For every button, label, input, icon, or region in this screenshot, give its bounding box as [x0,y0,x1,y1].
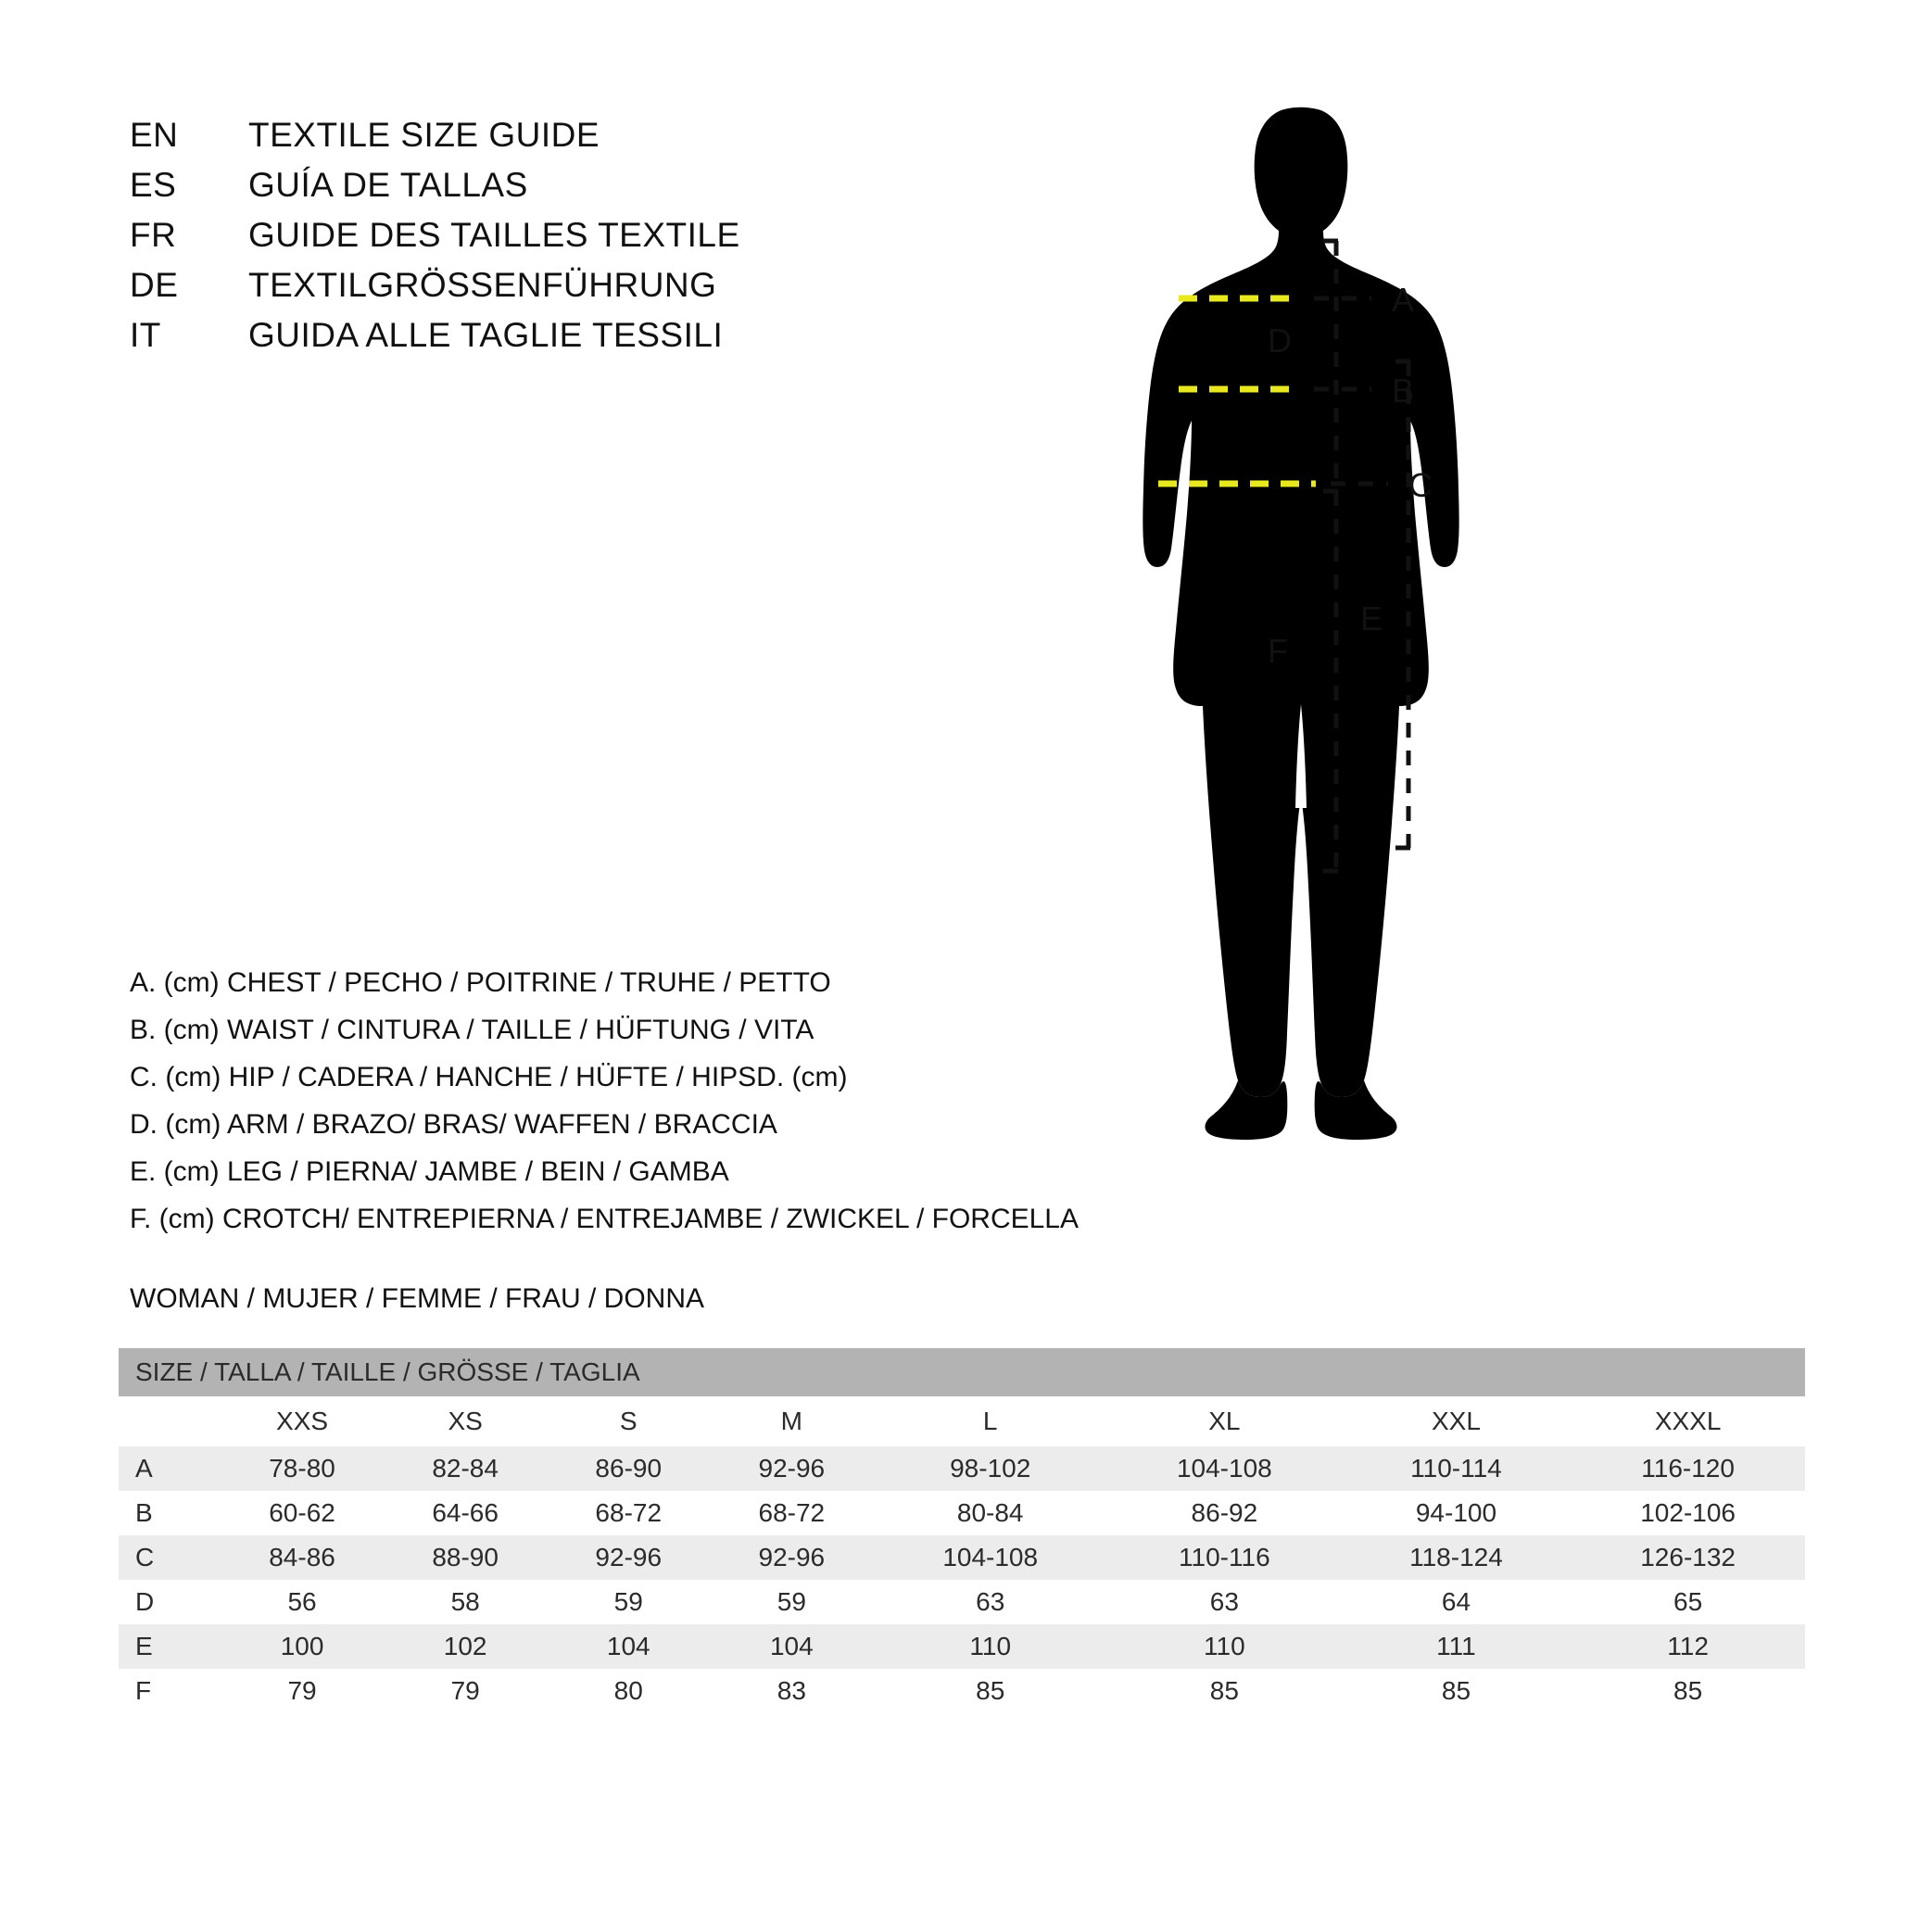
legend-line-b: B. (cm) WAIST / CINTURA / TAILLE / HÜFTUNG / VITA [130,1015,814,1045]
cell-d-l: 63 [873,1580,1107,1624]
cell-d-s: 59 [547,1580,710,1624]
legend-line-f: F. (cm) CROTCH/ ENTREPIERNA / ENTREJAMBE / ZWICKEL / FORCELLA [130,1204,1079,1234]
legend-line-c: C. (cm) HIP / CADERA / HANCHE / HÜFTE / HIPSD. (cm) [130,1062,848,1092]
cell-a-xs: 82-84 [384,1446,547,1491]
table-header-label: SIZE / TALLA / TAILLE / GRÖSSE / TAGLIA [119,1348,1805,1396]
size-col-1: XS [384,1396,547,1446]
cell-b-xxl: 94-100 [1342,1491,1572,1535]
cell-d-m: 59 [710,1580,873,1624]
title-text-fr: GUIDE DES TAILLES TEXTILE [248,216,740,254]
legend-line-e: E. (cm) LEG / PIERNA/ JAMBE / BEIN / GAMBA [130,1156,729,1187]
size-col-3: M [710,1396,873,1446]
title-row-en [130,116,871,166]
legend-block [130,959,1223,1243]
cell-f-xxxl: 85 [1571,1669,1805,1713]
cell-a-m: 92-96 [710,1446,873,1491]
cell-f-l: 85 [873,1669,1107,1713]
size-col-0: XXS [221,1396,384,1446]
cell-c-xl: 110-116 [1107,1535,1342,1580]
cell-d-xl: 63 [1107,1580,1342,1624]
title-text-es: GUÍA DE TALLAS [248,166,528,204]
label-f: F [1268,632,1288,670]
row-label-d: D [119,1580,221,1624]
cell-b-s: 68-72 [547,1491,710,1535]
cell-a-xxxl: 116-120 [1571,1446,1805,1491]
size-col-2: S [547,1396,710,1446]
size-col-7: XXXL [1571,1396,1805,1446]
cell-e-xl: 110 [1107,1624,1342,1669]
title-text-it: GUIDA ALLE TAGLIE TESSILI [248,316,724,354]
cell-f-xs: 79 [384,1669,547,1713]
title-row-it [130,316,871,366]
cell-d-xxl: 64 [1342,1580,1572,1624]
cell-a-xl: 104-108 [1107,1446,1342,1491]
table-row [119,1669,1805,1713]
cell-c-xxxl: 126-132 [1571,1535,1805,1580]
row-label-a: A [119,1446,221,1491]
row-label-c: C [119,1535,221,1580]
cell-f-xxl: 85 [1342,1669,1572,1713]
cell-c-xxl: 118-124 [1342,1535,1572,1580]
label-b: B [1392,372,1415,410]
table-sizes-row [119,1396,1805,1446]
cell-a-xxl: 110-114 [1342,1446,1572,1491]
cell-a-xxs: 78-80 [221,1446,384,1491]
cell-e-xxl: 111 [1342,1624,1572,1669]
cell-b-xxs: 60-62 [221,1491,384,1535]
title-lang-fr: FR [130,216,177,254]
cell-b-xl: 86-92 [1107,1491,1342,1535]
size-table [119,1348,1805,1713]
size-col-6: XXL [1342,1396,1572,1446]
label-e: E [1360,599,1383,637]
size-col-5: XL [1107,1396,1342,1446]
title-lang-es: ES [130,166,177,204]
cell-c-m: 92-96 [710,1535,873,1580]
title-block [130,116,871,366]
cell-e-l: 110 [873,1624,1107,1669]
title-text-de: TEXTILGRÖSSENFÜHRUNG [248,266,717,304]
table-row [119,1491,1805,1535]
cell-d-xs: 58 [384,1580,547,1624]
group-label: WOMAN / MUJER / FEMME / FRAU / DONNA [130,1283,704,1314]
table-row [119,1446,1805,1491]
label-a: A [1392,281,1415,319]
size-col-4: L [873,1396,1107,1446]
cell-b-xs: 64-66 [384,1491,547,1535]
cell-c-xs: 88-90 [384,1535,547,1580]
cell-b-m: 68-72 [710,1491,873,1535]
cell-f-s: 80 [547,1669,710,1713]
cell-f-m: 83 [710,1669,873,1713]
cell-b-l: 80-84 [873,1491,1107,1535]
table-row [119,1580,1805,1624]
cell-f-xxs: 79 [221,1669,384,1713]
row-label-f: F [119,1669,221,1713]
cell-e-s: 104 [547,1624,710,1669]
title-row-es [130,166,871,216]
label-c: C [1408,466,1433,504]
cell-c-xxs: 84-86 [221,1535,384,1580]
title-text-en: TEXTILE SIZE GUIDE [248,116,600,154]
row-label-e: E [119,1624,221,1669]
title-lang-it: IT [130,316,161,354]
title-row-de [130,266,871,316]
cell-d-xxs: 56 [221,1580,384,1624]
legend-line-a: A. (cm) CHEST / PECHO / POITRINE / TRUHE / PETTO [130,967,831,998]
row-label-b: B [119,1491,221,1535]
title-row-fr [130,216,871,266]
cell-e-xs: 102 [384,1624,547,1669]
measurement-figure [1140,56,1909,1195]
title-lang-en: EN [130,116,179,154]
cell-d-xxxl: 65 [1571,1580,1805,1624]
cell-c-s: 92-96 [547,1535,710,1580]
table-row [119,1624,1805,1669]
cell-e-xxxl: 112 [1571,1624,1805,1669]
cell-c-l: 104-108 [873,1535,1107,1580]
label-d: D [1268,322,1292,360]
cell-b-xxxl: 102-106 [1571,1491,1805,1535]
sizes-row-corner [119,1396,221,1446]
title-lang-de: DE [130,266,179,304]
table-row [119,1535,1805,1580]
table-header-row [119,1348,1805,1396]
cell-e-m: 104 [710,1624,873,1669]
cell-e-xxs: 100 [221,1624,384,1669]
cell-f-xl: 85 [1107,1669,1342,1713]
legend-line-d: D. (cm) ARM / BRAZO/ BRAS/ WAFFEN / BRACCIA [130,1109,777,1140]
cell-a-l: 98-102 [873,1446,1107,1491]
cell-a-s: 86-90 [547,1446,710,1491]
